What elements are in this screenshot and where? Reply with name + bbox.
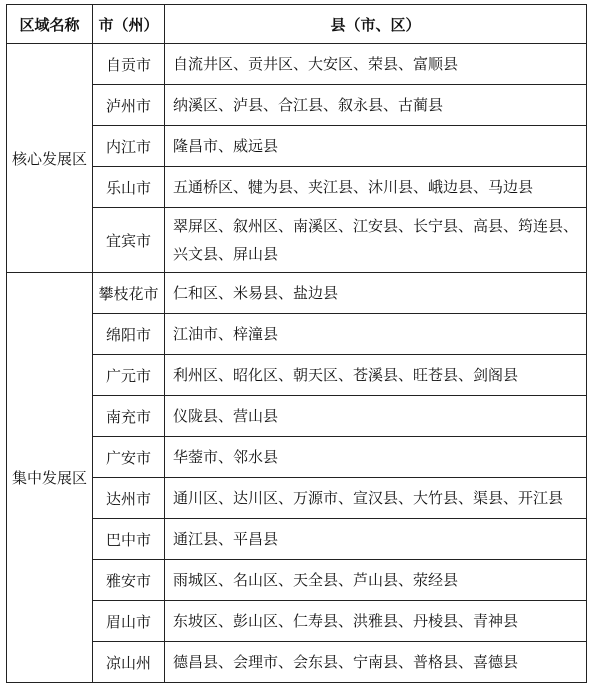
table-row (7, 208, 587, 273)
city-cell: 达州市 (93, 478, 165, 519)
table-row (7, 126, 587, 167)
table-row (7, 601, 587, 642)
counties-cell: 仁和区、米易县、盐边县 (165, 273, 587, 314)
counties-cell: 隆昌市、威远县 (165, 126, 587, 167)
table-row (7, 478, 587, 519)
counties-cell: 纳溪区、泸县、合江县、叙永县、古蔺县 (165, 85, 587, 126)
table-row (7, 396, 587, 437)
city-cell: 眉山市 (93, 601, 165, 642)
counties-cell: 通川区、达川区、万源市、宣汉县、大竹县、渠县、开江县 (165, 478, 587, 519)
header-row (7, 5, 587, 44)
city-cell: 自贡市 (93, 44, 165, 85)
table-row (7, 167, 587, 208)
table-row (7, 85, 587, 126)
city-cell: 宜宾市 (93, 208, 165, 273)
table-row (7, 273, 587, 314)
city-cell: 攀枝花市 (93, 273, 165, 314)
region-county-table (6, 4, 587, 683)
counties-cell: 华蓥市、邻水县 (165, 437, 587, 478)
city-cell: 绵阳市 (93, 314, 165, 355)
counties-cell: 自流井区、贡井区、大安区、荣县、富顺县 (165, 44, 587, 85)
counties-cell: 雨城区、名山区、天全县、芦山县、荥经县 (165, 560, 587, 601)
city-cell: 乐山市 (93, 167, 165, 208)
counties-cell: 五通桥区、犍为县、夹江县、沐川县、峨边县、马边县 (165, 167, 587, 208)
counties-cell: 通江县、平昌县 (165, 519, 587, 560)
header-counties: 县（市、区） (165, 5, 587, 44)
table-row (7, 44, 587, 85)
table-row (7, 314, 587, 355)
counties-cell: 翠屏区、叙州区、南溪区、江安县、长宁县、高县、筠连县、兴文县、屏山县 (165, 208, 587, 273)
counties-cell: 利州区、昭化区、朝天区、苍溪县、旺苍县、剑阁县 (165, 355, 587, 396)
city-cell: 雅安市 (93, 560, 165, 601)
city-cell: 广元市 (93, 355, 165, 396)
header-region: 区域名称 (7, 5, 93, 44)
city-cell: 内江市 (93, 126, 165, 167)
region-cell: 核心发展区 (7, 44, 93, 273)
region-cell: 集中发展区 (7, 273, 93, 683)
table-row (7, 560, 587, 601)
table-row (7, 519, 587, 560)
table-body (7, 44, 587, 683)
counties-cell: 东坡区、彭山区、仁寿县、洪雅县、丹棱县、青神县 (165, 601, 587, 642)
city-cell: 南充市 (93, 396, 165, 437)
counties-cell: 江油市、梓潼县 (165, 314, 587, 355)
city-cell: 广安市 (93, 437, 165, 478)
counties-cell: 德昌县、会理市、会东县、宁南县、普格县、喜德县 (165, 642, 587, 683)
city-cell: 泸州市 (93, 85, 165, 126)
city-cell: 巴中市 (93, 519, 165, 560)
counties-cell: 仪陇县、营山县 (165, 396, 587, 437)
table-row (7, 437, 587, 478)
header-city: 市（州） (93, 5, 165, 44)
city-cell: 凉山州 (93, 642, 165, 683)
table-row (7, 355, 587, 396)
table-row (7, 642, 587, 683)
